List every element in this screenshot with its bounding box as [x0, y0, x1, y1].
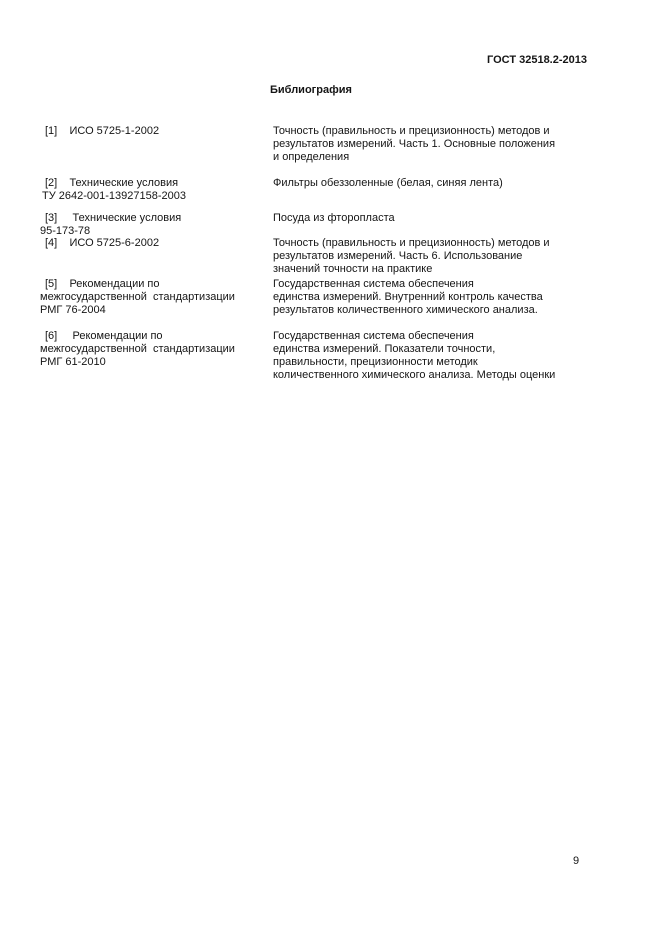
entry-desc-line: единства измерений. Внутренний контроль качества	[273, 291, 543, 303]
entry-description	[273, 237, 613, 276]
entry-ref-line: 95-173-78	[40, 225, 91, 237]
entry-desc-line: значений точности на практике	[273, 263, 433, 275]
entry-reference	[40, 237, 268, 250]
entry-reference	[40, 125, 268, 138]
entry-description	[273, 125, 613, 164]
entry-description	[273, 278, 613, 317]
entry-desc-line: единства измерений. Показатели точности,	[273, 343, 496, 355]
entry-ref-line: межгосударственной стандартизации	[40, 343, 235, 355]
page-number: 9	[573, 855, 580, 867]
entry-ref-line: [3] Технические условия	[45, 212, 182, 224]
entry-desc-line: результатов измерений. Часть 1. Основные положения	[273, 138, 556, 150]
document-code-header: ГОСТ 32518.2-2013	[487, 54, 587, 66]
entry-ref-line: ТУ 2642-001-13927158-2003	[42, 190, 186, 202]
entry-description	[273, 177, 613, 190]
entry-reference	[40, 212, 268, 238]
entry-desc-line: правильности, прецизионности методик	[273, 356, 478, 368]
entry-ref-line: [5] Рекомендации по	[45, 278, 160, 290]
entry-ref-line: [1] ИСО 5725-1-2002	[45, 125, 160, 137]
entry-description	[273, 330, 613, 382]
entry-reference	[40, 330, 268, 369]
entry-desc-line: Фильтры обеззоленные (белая, синяя лента)	[273, 177, 503, 189]
entry-reference	[40, 278, 268, 317]
entry-desc-line: количественного химического анализа. Методы оценки	[273, 369, 556, 381]
entry-desc-line: Государственная система обеспечения	[273, 330, 474, 342]
page-title: Библиография	[270, 84, 352, 96]
entry-description	[273, 212, 613, 225]
entry-ref-line: [2] Технические условия	[45, 177, 179, 189]
entry-desc-line: Посуда из фторопласта	[273, 212, 395, 224]
entry-desc-line: результатов количественного химического анализа.	[273, 304, 538, 316]
entry-desc-line: результатов измерений. Часть 6. Использование	[273, 250, 523, 262]
entry-ref-line: РМГ 76-2004	[40, 304, 106, 316]
entry-desc-line: Точность (правильность и прецизионность) методов и	[273, 125, 550, 137]
entry-ref-line: РМГ 61-2010	[40, 356, 106, 368]
entry-desc-line: Государственная система обеспечения	[273, 278, 474, 290]
entry-ref-line: [6] Рекомендации по	[45, 330, 163, 342]
entry-ref-line: [4] ИСО 5725-6-2002	[45, 237, 160, 249]
entry-ref-line: межгосударственной стандартизации	[40, 291, 235, 303]
entry-desc-line: Точность (правильность и прецизионность) методов и	[273, 237, 550, 249]
entry-reference	[40, 177, 268, 203]
entry-desc-line: и определения	[273, 151, 350, 163]
